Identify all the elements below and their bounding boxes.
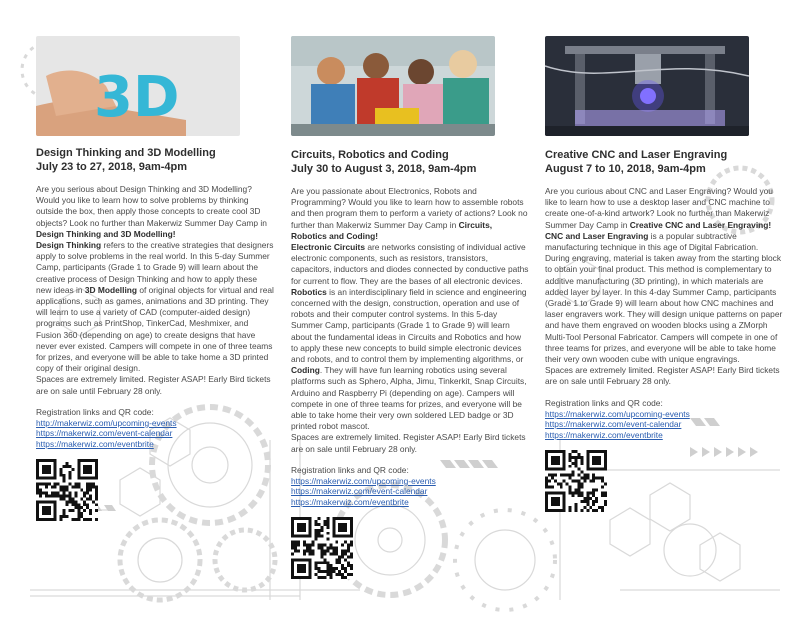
- link-eventbrite[interactable]: https://makerwiz.com/eventbrite: [36, 438, 154, 449]
- qr-code[interactable]: [291, 517, 353, 579]
- paragraph-intro-bold: Design Thinking and 3D Modelling!: [36, 228, 176, 239]
- paragraph-intro: Are you curious about CNC and Laser Engraving? Would you like to learn how to use a desktop laser and CNC machine to create one-of-a-kind artwork? Look no further than Makerwiz Summer Day Camp in: [545, 186, 773, 230]
- registration-note: Spaces are extremely limited. Register ASAP! Early Bird tickets are on sale until February 28 only.: [36, 374, 271, 396]
- registration-heading: Registration links and QR code:: [291, 464, 409, 475]
- link-upcoming-events[interactable]: https://makerwiz.com/upcoming-events: [291, 475, 436, 486]
- camp-title: Circuits, Robotics and Coding: [291, 149, 449, 161]
- camp-title: Creative CNC and Laser Engraving: [545, 149, 728, 161]
- camp-description: [291, 186, 529, 455]
- paragraph-text: refers to the creative strategies that designers apply to solve problems in the real world. In this 5-day Summer Camp, participants (Grade 1 to Grade 9) will learn about the creative process of Design Thinking and how to apply these new ideas in: [36, 240, 274, 295]
- camp-dates: August 7 to 10, 2018, 9am-4pm: [545, 163, 706, 175]
- term-bold: 3D Modelling: [84, 284, 138, 295]
- camp-photo-3d-modelling: [36, 36, 240, 136]
- link-event-calendar[interactable]: https://makerwiz.com/event-calendar: [545, 419, 682, 430]
- camp-photo-robotics: [291, 36, 495, 136]
- camp-description: [545, 186, 783, 388]
- camp-dates: July 23 to 27, 2018, 9am-4pm: [36, 161, 188, 173]
- term-bold: CNC and Laser Engraving: [545, 230, 649, 241]
- registration-note: Spaces are extremely limited. Register ASAP! Early Bird tickets are on sale until February 28 only.: [291, 432, 526, 454]
- camp-column-design-thinking: [36, 36, 274, 526]
- camp-title: Design Thinking and 3D Modelling: [36, 147, 216, 159]
- camp-column-cnc: [545, 36, 783, 517]
- paragraph-intro: Are you serious about Design Thinking and 3D Modelling? Would you like to learn how to solve problems by thinking outside the box, then apply those concepts to create cool 3D objects? Look no further than Makerwiz Summer Day Camp in: [36, 184, 267, 228]
- term-bold: Design Thinking: [36, 240, 102, 251]
- paragraph-text: of original objects for virtual and real applications, such as games, animations and 3D printing. They will learn to use a variety of CAD (computer-aided design) programs such as PrintShop, TinkerCad, Meshmixer, and Fusion 360 (depending on age) to create designs that have never ever existed. Campers will compete in one of three teams for prizes, and everyone will be able to take home a 3D printed copy of their original design.: [36, 284, 274, 374]
- paragraph-text: is a popular subtractive manufacturing technique in this age of Digital Fabrication. During engraving, material is taken away from the starting block to obtain your final product. This method is complementary to additive manufacturing (3D printing), in which materials are added layer by layer. In this 4-day Summer Camp, participants (Grade 1 to Grade 9) will learn about how CNC machines and laser engravers work. They will design unique patterns on paper and have them engraved on wooden blocks using a ZMorph Multi-Tool Personal Fabricator. Campers will compete in one of three teams for prizes, and everyone will be able to take home their very own wooden cube with unique engravings.: [545, 230, 783, 365]
- camp-column-robotics: [291, 36, 529, 584]
- qr-code[interactable]: [36, 459, 98, 521]
- paragraph-intro: Are you passionate about Electronics, Robots and Programming? Would you like to learn how to assemble robots and then program them to perform a variety of actions? Look no further than Makerwiz Summer Day Camp in: [291, 186, 528, 230]
- camp-dates: July 30 to August 3, 2018, 9am-4pm: [291, 163, 477, 175]
- registration-heading: Registration links and QR code:: [36, 406, 154, 417]
- registration-heading: Registration links and QR code:: [545, 397, 663, 408]
- paragraph-text: is an interdisciplinary field in science and engineering concerned with the design, construction, operation and use of robots and their computer control systems. In this 5-day Summer Camp, participants (Grade 1 to Grade 9) will learn about the fundamental ideas in Circuits and Robotics and how to apply these new concepts to build simple electronic devices and robots, and to control them by implementing algorithms, or: [291, 286, 527, 365]
- link-event-calendar[interactable]: https://makerwiz.com/event-calendar: [291, 486, 428, 497]
- qr-code[interactable]: [545, 450, 607, 512]
- link-upcoming-events[interactable]: https://makerwiz.com/upcoming-events: [545, 408, 690, 419]
- term-bold: Robotics: [291, 286, 327, 297]
- term-bold: Coding: [291, 365, 320, 376]
- term-bold: Electronic Circuits: [291, 242, 366, 253]
- paragraph-intro-bold: Creative CNC and Laser Engraving!: [629, 219, 772, 230]
- link-eventbrite[interactable]: https://makerwiz.com/eventbrite: [291, 496, 409, 507]
- registration-note: Spaces are extremely limited. Register ASAP! Early Bird tickets are on sale until February 28 only.: [545, 365, 780, 387]
- paragraph-intro-bold: Circuits, Robotics and Coding!: [291, 219, 493, 241]
- link-eventbrite[interactable]: https://makerwiz.com/eventbrite: [545, 429, 663, 440]
- camp-photo-cnc-laser: [545, 36, 749, 136]
- camp-description: [36, 184, 274, 397]
- link-upcoming-events[interactable]: http://makerwiz.com/upcoming-events: [36, 417, 177, 428]
- paragraph-text: . They will have fun learning robotics using several platforms such as Sphero, Alpha, Jimu, Tinkerkit, Snap Circuits, Arduino and Raspberry Pi (depending on age). Campers will compete in one of three teams for prizes, and everyone will be able to take home their very own soldered LED badge or 3D printed robot mascot.: [291, 365, 527, 432]
- photo-3d-text: 3D: [94, 65, 180, 130]
- link-event-calendar[interactable]: https://makerwiz.com/event-calendar: [36, 428, 173, 439]
- paragraph-text: are networks consisting of individual active electronic components, such as resistors, transistors, capacitors, inductors and diodes connected by conductive paths for current to flow. They are the bases of all electronic devices.: [291, 242, 529, 286]
